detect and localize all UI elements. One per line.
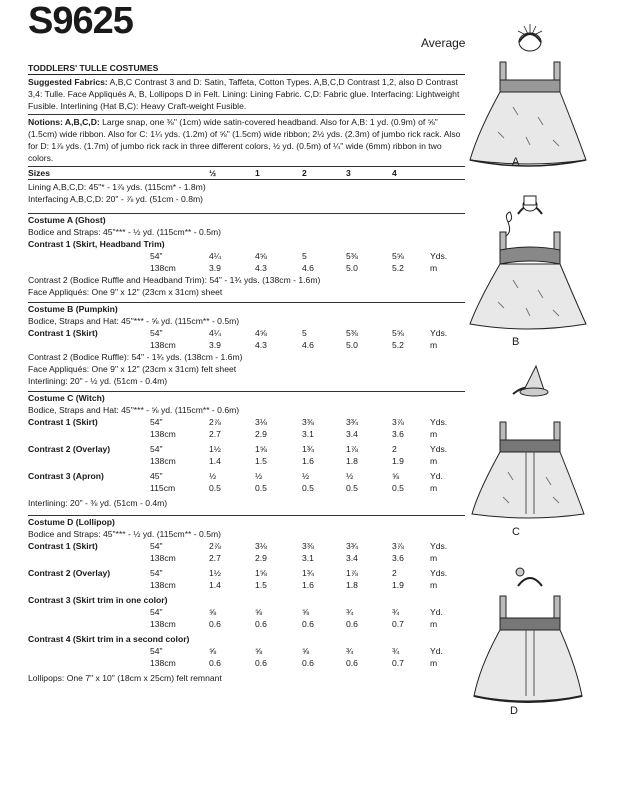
pattern-title: TODDLERS' TULLE COSTUMES (28, 63, 159, 73)
quantity-cell: 1⅝ (255, 444, 267, 454)
unit-cell: m (430, 340, 438, 350)
quantity-cell: 3⅜ (302, 417, 314, 427)
unit-cell: Yd. (430, 607, 443, 617)
quantity-cell: 4¼ (209, 328, 221, 338)
unit-cell: m (430, 580, 438, 590)
divider (28, 74, 465, 75)
quantity-cell: 3⅜ (302, 541, 314, 551)
costume-c-section (28, 392, 465, 509)
fabric-width: 54" (150, 646, 163, 656)
bodice-line: Bodice, Straps and Hat: 45"*** - ⅝ yd. (115cm** - 0.6m) (28, 405, 240, 415)
unit-cell: Yds. (430, 417, 448, 427)
fabric-width: 138cm (150, 580, 176, 590)
quantity-cell: ⅝ (209, 646, 217, 656)
quantity-cell: 3.6 (392, 553, 404, 563)
yardage-chart (28, 62, 465, 684)
quantity-cell: 0.6 (255, 619, 267, 629)
costume-title: Costume B (Pumpkin) (28, 304, 118, 314)
fabric-width: 138cm (150, 658, 176, 668)
face-applique-line: Face Appliqués: One 9" x 12" (23cm x 31cm) felt sheet (28, 364, 237, 374)
interfacing-row: Interfacing A,B,C,D: 20" - ⅞ yd. (51cm - 0.8m) (28, 194, 203, 204)
unit-cell: Yds. (430, 328, 448, 338)
contrast-label: Contrast 4 (Skirt trim in a second color) (28, 634, 190, 644)
quantity-cell: 1⅞ (346, 568, 358, 578)
quantity-cell: 1.5 (255, 580, 267, 590)
contrast2-line: Contrast 2 (Bodice Ruffle and Headband Trim): 54" - 1¾ yds. (138cm - 1.6m) (28, 275, 321, 285)
fabric-width: 138cm (150, 619, 176, 629)
quantity-cell: 1.4 (209, 456, 221, 466)
size-3: 3 (346, 168, 351, 178)
fabric-width: 138cm (150, 429, 176, 439)
unit-cell: Yds. (430, 541, 448, 551)
unit-cell: m (430, 263, 438, 273)
quantity-row (28, 455, 465, 467)
quantity-cell: 4.6 (302, 340, 314, 350)
unit-cell: m (430, 456, 438, 466)
unit-cell: m (430, 619, 438, 629)
contrast-label: Contrast 3 (Apron) (28, 471, 104, 481)
costume-d-section (28, 516, 465, 684)
fabric-width: 138cm (150, 553, 176, 563)
size-1: 1 (255, 168, 260, 178)
contrast-label: Contrast 1 (Skirt) (28, 417, 98, 427)
quantity-cell: 3⅛ (255, 417, 267, 427)
quantity-cell: 2.7 (209, 553, 221, 563)
quantity-cell: 3.9 (209, 263, 221, 273)
quantity-cell: 5⅝ (392, 251, 404, 261)
quantity-cell: 4⅝ (255, 251, 267, 261)
fabric-width: 54" (150, 444, 163, 454)
quantity-cell: ½ (346, 471, 354, 481)
quantity-cell: 1.9 (392, 456, 404, 466)
quantity-cell: 5 (302, 328, 307, 338)
quantity-row (28, 339, 465, 351)
quantity-cell: 1⅝ (255, 568, 267, 578)
unit-cell: Yd. (430, 646, 443, 656)
quantity-cell: 1¾ (302, 444, 314, 454)
quantity-row (28, 567, 465, 579)
quantity-cell: 0.5 (346, 483, 358, 493)
quantity-cell: 2 (392, 444, 397, 454)
quantity-cell: 5⅜ (346, 328, 358, 338)
interlining-line: Interlining: 20" - ½ yd. (51cm - 0.4m) (28, 376, 168, 386)
quantity-cell: 5⅝ (392, 328, 404, 338)
quantity-cell: ½ (209, 471, 217, 481)
quantity-cell: 0.5 (255, 483, 267, 493)
quantity-cell: 5.0 (346, 263, 358, 273)
notions (28, 116, 465, 164)
quantity-row (28, 618, 465, 630)
quantity-cell: 0.6 (209, 658, 221, 668)
unit-cell: m (430, 483, 438, 493)
quantity-cell: 5.0 (346, 340, 358, 350)
notions-text: Large snap, one ⅜" (1cm) wide satin-covered headband. Also for A,B: 1 yd. (0.9m) of ⅝" (1.5cm) wide ribbon. Also for C: 1¼ yds. (1.2m) of ⅝" (1.5cm) wide ribbon; 2½ yds. (2.3m) of jumbo rick rack. Also for D: 1⅞ yds. (1.7m) of jumbo rick rack in three different colors, ½ yd. (0.5m) of ¼" wide (6mm) ribbon in two colors. (28, 117, 461, 163)
quantity-cell: 3⅛ (255, 541, 267, 551)
costume-title: Costume D (Lollipop) (28, 517, 115, 527)
fabric-width: 115cm (150, 483, 176, 493)
quantity-cell: 1.6 (302, 580, 314, 590)
quantity-cell: 1¾ (302, 568, 314, 578)
quantity-cell: 2.9 (255, 429, 267, 439)
quantity-row (28, 416, 465, 428)
quantity-row (28, 428, 465, 440)
quantity-cell: 0.6 (302, 619, 314, 629)
fabrics-text: A,B,C Contrast 3 and D: Satin, Taffeta, Cotton Types. A,B,C,D Contrast 1,2, also D Contrast 3,4: Tulle. Face Appliqués A, B, Lollipops D in Felt. Lining: Lining Fabric. C,D: Fabric glue. Interfacing: Lightweight Fusible. Interlining (Hat B,C): Heavy Craft-weight Fusible. (28, 77, 460, 111)
contrast-label: Contrast 1 (Skirt) (28, 541, 98, 551)
quantity-cell: 1.8 (346, 456, 358, 466)
quantity-cell: 1½ (209, 568, 221, 578)
quantity-cell: 5.2 (392, 263, 404, 273)
size-2: 2 (302, 168, 307, 178)
bodice-line: Bodice and Straps: 45"*** - ½ yd. (115cm** - 0.5m) (28, 529, 221, 539)
view-c-label: C (512, 526, 520, 538)
contrast-label: Contrast 1 (Skirt, Headband Trim) (28, 239, 165, 249)
fabric-width: 54" (150, 417, 163, 427)
quantity-row (28, 470, 465, 482)
view-b-illustration (468, 192, 588, 332)
view-d-illustration (468, 566, 588, 706)
quantity-cell: ½ (302, 471, 310, 481)
divider (28, 179, 465, 180)
quantity-cell: 2.9 (255, 553, 267, 563)
fabric-width: 54" (150, 568, 163, 578)
quantity-cell: 0.5 (392, 483, 404, 493)
quantity-row (28, 262, 465, 274)
quantity-row (28, 443, 465, 455)
quantity-cell: 0.6 (346, 658, 358, 668)
quantity-cell: 0.5 (209, 483, 221, 493)
quantity-cell: 0.6 (302, 658, 314, 668)
costume-title: Costume A (Ghost) (28, 215, 106, 225)
fabric-width: 138cm (150, 456, 176, 466)
quantity-cell: ⅝ (302, 607, 310, 617)
sizes-label: Sizes (28, 168, 50, 178)
quantity-cell: 1.6 (302, 456, 314, 466)
quantity-cell: ⅝ (255, 607, 263, 617)
notions-lead: Notions: A,B,C,D: (28, 117, 100, 127)
contrast2-line: Contrast 2 (Bodice Ruffle): 54" - 1¾ yds. (138cm - 1.6m) (28, 352, 243, 362)
unit-cell: Yds. (430, 568, 448, 578)
view-c-illustration (468, 362, 588, 522)
quantity-cell: 4.3 (255, 340, 267, 350)
unit-cell: Yd. (430, 471, 443, 481)
view-d-label: D (510, 705, 518, 717)
quantity-cell: 3⅞ (392, 417, 404, 427)
quantity-cell: 0.7 (392, 619, 404, 629)
quantity-row (28, 482, 465, 494)
bodice-line: Bodice and Straps: 45"*** - ½ yd. (115cm** - 0.5m) (28, 227, 221, 237)
fabrics-lead: Suggested Fabrics: (28, 77, 108, 87)
fabric-width: 138cm (150, 340, 176, 350)
lining-row: Lining A,B,C,D: 45"* - 1⅞ yds. (115cm* - 1.8m) (28, 182, 206, 192)
suggested-fabrics (28, 76, 465, 112)
quantity-cell: 4.6 (302, 263, 314, 273)
quantity-cell: ⅝ (302, 646, 310, 656)
divider (28, 114, 465, 115)
quantity-cell: 3.4 (346, 429, 358, 439)
quantity-cell: 4⅝ (255, 328, 267, 338)
sizes-row (28, 167, 465, 179)
quantity-cell: ⅝ (392, 471, 400, 481)
fabric-width: 138cm (150, 263, 176, 273)
contrast-label: Contrast 2 (Overlay) (28, 568, 111, 578)
quantity-cell: 4.3 (255, 263, 267, 273)
quantity-cell: 3.6 (392, 429, 404, 439)
pattern-number: S9625 (28, 0, 133, 42)
costume-b-section (28, 303, 465, 387)
quantity-cell: ⅝ (255, 646, 263, 656)
quantity-cell: 2⅞ (209, 417, 221, 427)
quantity-cell: 1.8 (346, 580, 358, 590)
quantity-cell: 0.6 (209, 619, 221, 629)
quantity-row (28, 606, 465, 618)
unit-cell: m (430, 553, 438, 563)
quantity-cell: 3.1 (302, 429, 314, 439)
view-b-label: B (512, 336, 520, 348)
fabric-width: 45" (150, 471, 163, 481)
quantity-row (28, 540, 465, 552)
fabric-width: 54" (150, 607, 163, 617)
size-4: 4 (392, 168, 397, 178)
unit-cell: Yds. (430, 444, 448, 454)
unit-cell: Yds. (430, 251, 448, 261)
quantity-cell: 0.6 (346, 619, 358, 629)
quantity-cell: 4¼ (209, 251, 221, 261)
quantity-cell: 5⅜ (346, 251, 358, 261)
quantity-cell: 3.9 (209, 340, 221, 350)
fabric-width: 54" (150, 328, 163, 338)
costume-a-section (28, 214, 465, 298)
quantity-cell: ½ (255, 471, 263, 481)
contrast-label: Contrast 1 (Skirt) (28, 328, 98, 338)
quantity-row (28, 579, 465, 591)
lollipops-line: Lollipops: One 7" x 10" (18cm x 25cm) felt remnant (28, 673, 222, 683)
unit-cell: m (430, 658, 438, 668)
quantity-cell: 2.7 (209, 429, 221, 439)
interlining-line: Interlining: 20" - ⅜ yd. (51cm - 0.4m) (28, 498, 168, 508)
view-a-label: A (512, 156, 520, 168)
quantity-cell: 1.4 (209, 580, 221, 590)
quantity-cell: 3.1 (302, 553, 314, 563)
contrast-label: Contrast 3 (Skirt trim in one color) (28, 595, 168, 605)
quantity-cell: ⅝ (209, 607, 217, 617)
quantity-cell: 5 (302, 251, 307, 261)
quantity-row (28, 645, 465, 657)
view-a-illustration (468, 22, 588, 167)
quantity-cell: 3.4 (346, 553, 358, 563)
contrast-label: Contrast 2 (Overlay) (28, 444, 111, 454)
bodice-line: Bodice, Straps and Hat: 45"*** - ⅝ yd. (115cm** - 0.5m) (28, 316, 240, 326)
quantity-cell: 3¾ (346, 541, 358, 551)
quantity-cell: 1½ (209, 444, 221, 454)
quantity-cell: 3⅞ (392, 541, 404, 551)
size-half: ½ (209, 168, 217, 178)
quantity-cell: ¾ (392, 646, 400, 656)
fabric-width: 54" (150, 251, 163, 261)
figure-type: Average (421, 36, 466, 50)
quantity-cell: 3¾ (346, 417, 358, 427)
quantity-cell: 2 (392, 568, 397, 578)
quantity-cell: 5.2 (392, 340, 404, 350)
quantity-cell: ¾ (346, 607, 354, 617)
quantity-cell: 2⅞ (209, 541, 221, 551)
quantity-row (28, 657, 465, 669)
unit-cell: m (430, 429, 438, 439)
quantity-cell: 0.7 (392, 658, 404, 668)
quantity-cell: 1⅞ (346, 444, 358, 454)
quantity-cell: 1.5 (255, 456, 267, 466)
quantity-cell: 1.9 (392, 580, 404, 590)
quantity-row (28, 552, 465, 564)
face-applique-line: Face Appliqués: One 9" x 12" (23cm x 31cm) sheet (28, 287, 223, 297)
quantity-row (28, 327, 465, 339)
quantity-cell: 0.6 (255, 658, 267, 668)
quantity-cell: ¾ (392, 607, 400, 617)
quantity-cell: 0.5 (302, 483, 314, 493)
quantity-row (28, 250, 465, 262)
quantity-cell: ¾ (346, 646, 354, 656)
fabric-width: 54" (150, 541, 163, 551)
costume-title: Costume C (Witch) (28, 393, 105, 403)
